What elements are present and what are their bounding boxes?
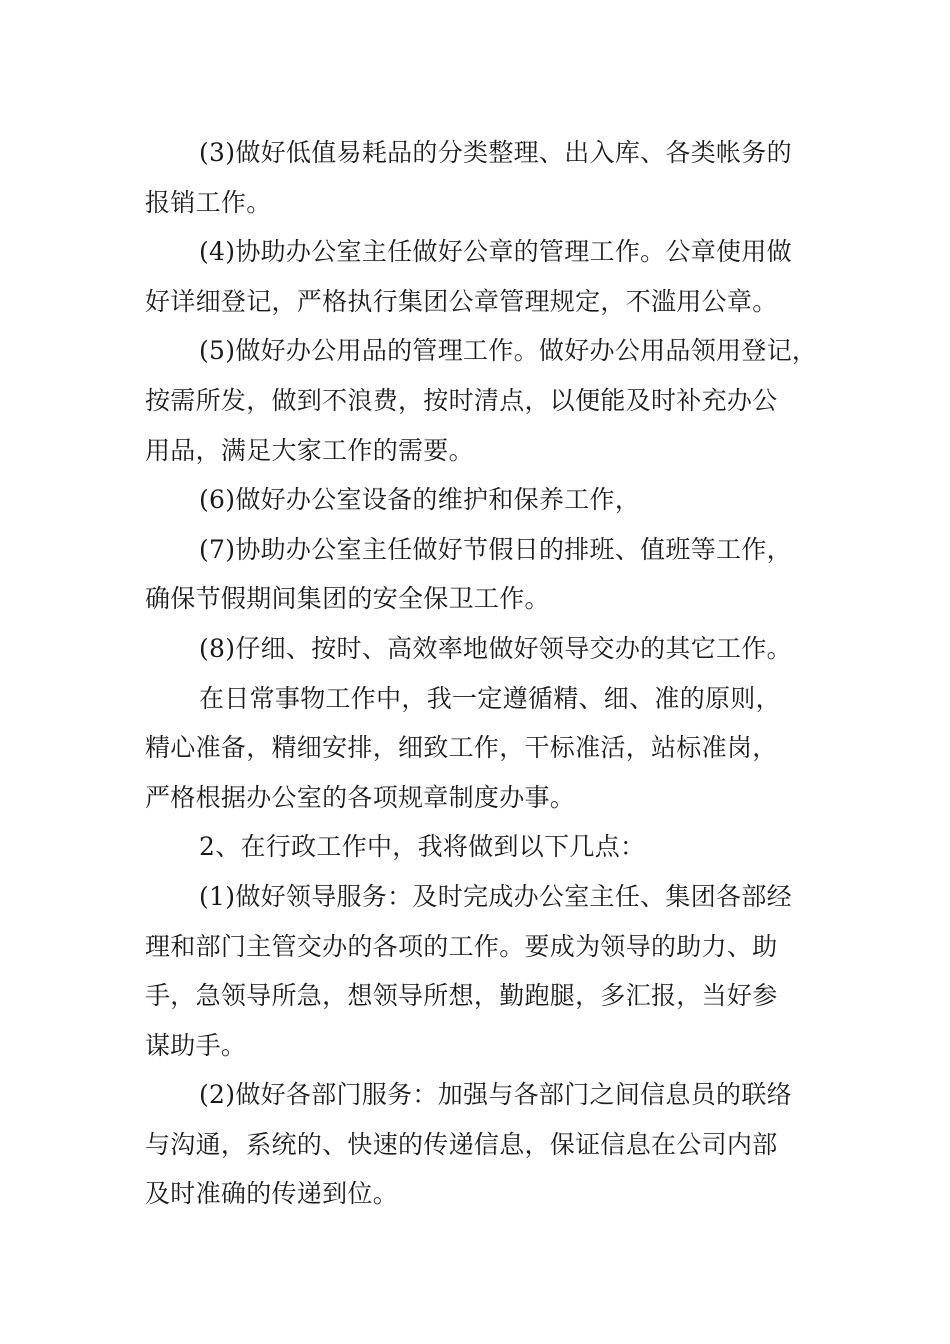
text-line: 谋助手。: [145, 1030, 247, 1060]
text-line: 精心准备，精细安排，细致工作，干标准活，站标准岗，: [145, 733, 778, 763]
text-line: 严格根据办公室的各项规章制度办事。: [145, 782, 576, 812]
text-line: (3)做好低值易耗品的分类整理、出入库、各类帐务的: [199, 138, 792, 167]
text-line: 与沟通，系统的、快速的传递信息，保证信息在公司内部: [145, 1129, 778, 1159]
text-line: 确保节假期间集团的安全保卫工作。: [145, 584, 550, 614]
text-line: 2、在行政工作中，我将做到以下几点：: [199, 832, 646, 862]
document-body: [145, 128, 825, 1219]
text-line: (5)做好办公用品的管理工作。做好办公用品领用登记，: [199, 336, 818, 366]
text-line: 用品，满足大家工作的需要。: [145, 435, 474, 465]
text-line: 好详细登记，严格执行集团公章管理规定，不滥用公章。: [145, 286, 778, 316]
text-line: 报销工作。: [145, 187, 272, 217]
text-line: 理和部门主管交办的各项的工作。要成为领导的助力、助: [145, 931, 778, 961]
text-line: 按需所发，做到不浪费，按时清点，以便能及时补充办公: [145, 385, 778, 415]
text-line: (6)做好办公室设备的维护和保养工作，: [199, 485, 641, 515]
text-line: 手，急领导所急，想领导所想，勤跑腿，多汇报，当好参: [145, 981, 778, 1011]
text-line: (2)做好各部门服务：加强与各部门之间信息员的联络: [199, 1080, 792, 1110]
text-line: 在日常事物工作中，我一定遵循精、细、准的原则，: [199, 683, 781, 713]
text-line: 及时准确的传递到位。: [145, 1179, 399, 1209]
text-line: (4)协助办公室主任做好公章的管理工作。公章使用做: [199, 237, 792, 267]
text-line: (1)做好领导服务：及时完成办公室主任、集团各部经: [199, 881, 792, 911]
text-line: (7)协助办公室主任做好节假日的排班、值班等工作，: [199, 534, 792, 564]
text-line: (8)仔细、按时、高效率地做好领导交办的其它工作。: [199, 633, 792, 663]
